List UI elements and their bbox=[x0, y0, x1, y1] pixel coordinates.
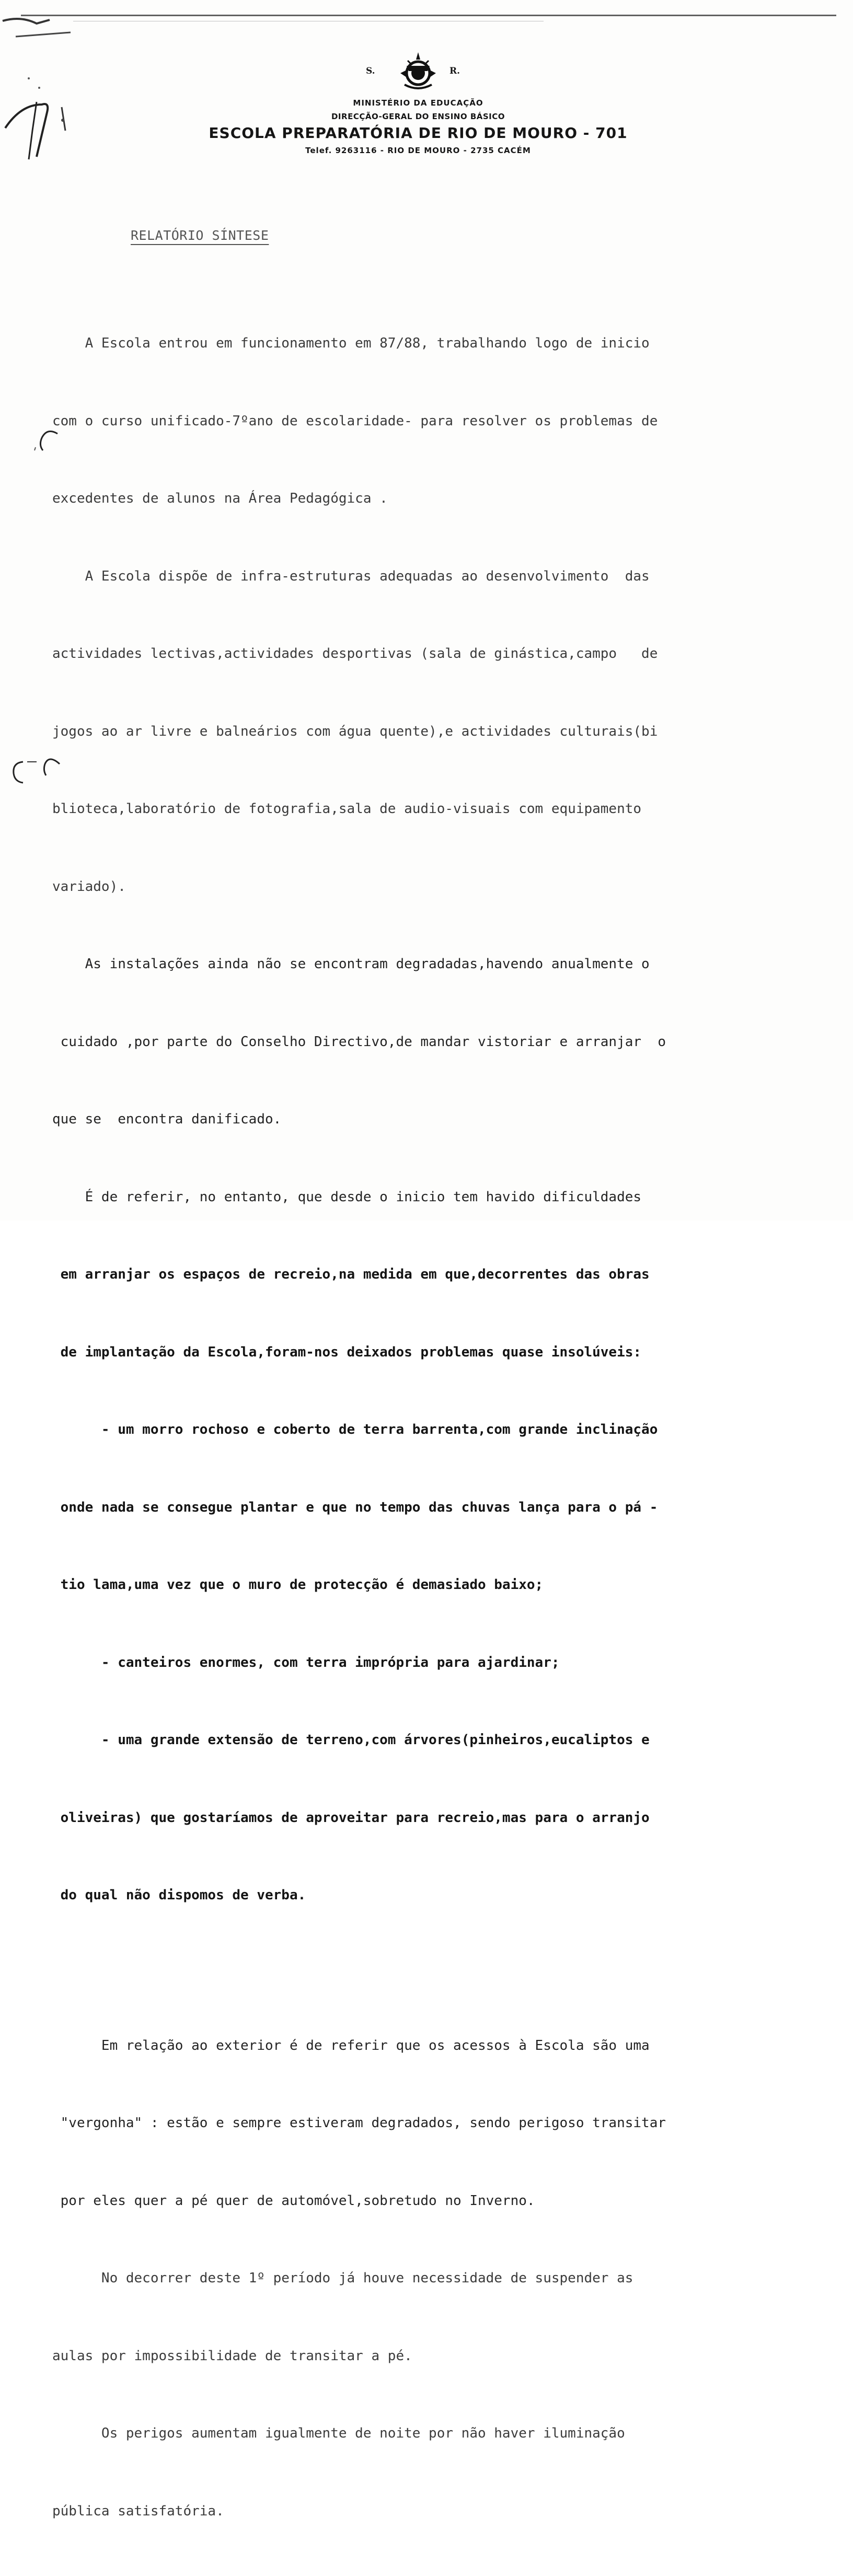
body-line: actividades lectivas,actividades desportivas (sala de ginástica,campo de bbox=[52, 646, 658, 662]
body-line: com o curso unificado-7ºano de escolaridade- para resolver os problemas de bbox=[52, 413, 658, 429]
body-line: A Escola entrou em funcionamento em 87/88, trabalhando logo de inicio bbox=[52, 335, 650, 351]
body-line: tio lama,uma vez que o muro de protecção é demasiado baixo; bbox=[52, 1577, 544, 1593]
school-contact: Telef. 9263116 - RIO DE MOURO - 2735 CACÉM bbox=[305, 146, 531, 155]
body-line: jogos ao ar livre e balneários com água quente),e actividades culturais(bi bbox=[52, 723, 658, 739]
ministry-name: MINISTÉRIO DA EDUCAÇÃO bbox=[353, 98, 483, 108]
margin-mark-c-icon bbox=[14, 762, 23, 783]
body-line: A Escola dispõe de infra-estruturas adequadas ao desenvolvimento das bbox=[52, 568, 650, 584]
body-line: Em relação ao exterior é de referir que os acessos à Escola são uma bbox=[52, 2037, 650, 2053]
body-line: "vergonha" : estão e sempre estiveram degradados, sendo perigoso transitar bbox=[52, 2115, 666, 2131]
body-line: oliveiras) que gostaríamos de aproveitar para recreio,mas para o arranjo bbox=[52, 1809, 650, 1826]
body-line: variado). bbox=[52, 878, 126, 895]
coat-of-arms-icon bbox=[397, 50, 439, 92]
body-line: do qual não dispomos de verba. bbox=[52, 1887, 306, 1903]
school-name: ESCOLA PREPARATÓRIA DE RIO DE MOURO - 701 bbox=[209, 124, 628, 142]
body-line: que se encontra danificado. bbox=[52, 1111, 282, 1127]
report-body bbox=[52, 279, 763, 2576]
body-line: aulas por impossibilidade de transitar a pé. bbox=[52, 2348, 412, 2364]
report-title: RELATÓRIO SÍNTESE bbox=[131, 228, 269, 243]
body-line: blioteca,laboratório de fotografia,sala de audio-visuais com equipamento bbox=[52, 801, 642, 817]
letterhead-left-mark: S. bbox=[366, 66, 375, 76]
body-line: de implantação da Escola,foram-nos deixados problemas quase insolúveis: bbox=[52, 1344, 642, 1360]
body-line: Os perigos aumentam igualmente de noite por não haver iluminação bbox=[52, 2426, 625, 2441]
body-line: - canteiros enormes, com terra imprópria para ajardinar; bbox=[52, 1654, 560, 1670]
body-line: É de referir, no entanto, que desde o inicio tem havido dificuldades bbox=[52, 1189, 642, 1205]
directorate-name: DIRECÇÃO-GERAL DO ENSINO BÁSICO bbox=[331, 112, 505, 121]
body-line: cuidado ,por parte do Conselho Directivo,de mandar vistoriar e arranjar o bbox=[52, 1034, 666, 1050]
body-line: onde nada se consegue plantar e que no tempo das chuvas lança para o pá - bbox=[52, 1499, 658, 1515]
letterhead bbox=[157, 47, 679, 155]
body-line: por eles quer a pé quer de automóvel,sobretudo no Inverno. bbox=[52, 2192, 535, 2209]
top-scan-edge bbox=[21, 15, 836, 16]
body-line: - uma grande extensão de terreno,com árvores(pinheiros,eucaliptos e bbox=[52, 1732, 650, 1748]
emblem-row bbox=[157, 47, 679, 89]
body-line: - um morro rochoso e coberto de terra barrenta,com grande inclinação bbox=[52, 1422, 658, 1437]
body-line: excedentes de alunos na Área Pedagógica . bbox=[52, 491, 388, 506]
paragraph-gap bbox=[52, 1960, 763, 1981]
body-line: As instalações ainda não se encontram degradadas,havendo anualmente o bbox=[52, 956, 650, 972]
body-line: No decorrer deste 1º período já houve necessidade de suspender as bbox=[52, 2270, 633, 2286]
body-line: em arranjar os espaços de recreio,na medida em que,decorrentes das obras bbox=[52, 1267, 650, 1282]
margin-scribble-icon bbox=[0, 0, 94, 172]
letterhead-right-mark: R. bbox=[449, 66, 460, 76]
body-line: pública satisfatória. bbox=[52, 2503, 224, 2519]
